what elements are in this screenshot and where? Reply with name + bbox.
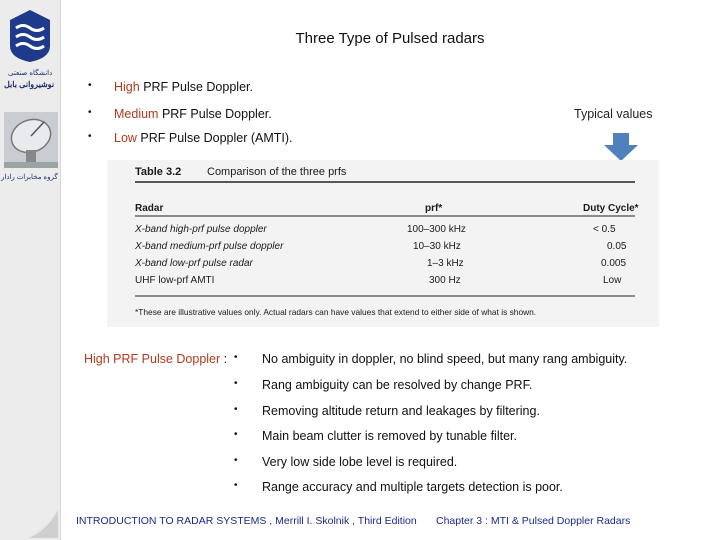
university-name: دانشگاه صنعتی — [8, 70, 53, 77]
table-cell: 300 Hz — [429, 275, 461, 286]
radar-type-highlight: Medium — [114, 107, 159, 121]
bullet-icon: • — [234, 455, 238, 466]
table-cell: 0.005 — [601, 258, 627, 269]
table-header-duty: Duty Cycle* — [583, 203, 639, 214]
department-name: نوشیروانی بابل — [4, 80, 55, 89]
table-cell: X-band low-prf pulse radar — [135, 258, 253, 269]
table-cell: X-band high-prf pulse doppler — [135, 224, 267, 235]
table-caption-number: Table 3.2 — [135, 166, 182, 178]
table-cell: 100–300 kHz — [407, 224, 466, 235]
table-cell: X-band medium-prf pulse doppler — [135, 241, 284, 252]
bullet-icon: • — [234, 352, 238, 363]
table-footnote: *These are illustrative values only. Actual radars can have values that extend to either side of what is shown. — [135, 307, 537, 317]
property-text: Very low side lobe level is required. — [262, 455, 458, 469]
table-cell: 1–3 kHz — [427, 258, 464, 269]
bullet-icon: • — [234, 429, 238, 440]
footer-chapter: Chapter 3 : MTI & Pulsed Doppler Radars — [436, 515, 631, 527]
radar-type-highlight: High — [114, 80, 140, 94]
table-cell: 0.05 — [607, 241, 627, 252]
table-caption-title: Comparison of the three prfs — [207, 166, 347, 178]
property-text: No ambiguity in doppler, no blind speed, but many rang ambiguity. — [262, 352, 628, 366]
sidebar — [0, 0, 61, 540]
university-logo-icon — [6, 8, 54, 64]
bullet-icon: • — [88, 80, 92, 91]
property-text: Main beam clutter is removed by tunable filter. — [262, 429, 517, 443]
typical-values-label: Typical values — [574, 107, 653, 121]
table-cell: 10–30 kHz — [413, 241, 461, 252]
radar-type-highlight: Low — [114, 131, 137, 145]
bullet-icon: • — [234, 480, 238, 491]
radar-dish-icon — [4, 112, 58, 168]
comparison-table-image — [107, 160, 659, 327]
group-name: گروه مخابرات رادار — [1, 174, 58, 181]
table-header-prf: prf* — [425, 203, 443, 214]
slide-title: Three Type of Pulsed radars — [295, 30, 485, 47]
high-prf-label: High PRF Pulse Doppler : — [84, 352, 228, 366]
bullet-icon: • — [234, 378, 238, 389]
property-text: Removing altitude return and leakages by filtering. — [262, 404, 540, 418]
property-text: Rang ambiguity can be resolved by change PRF. — [262, 378, 533, 392]
table-cell: UHF low-prf AMTI — [135, 275, 215, 286]
property-text: Range accuracy and multiple targets detection is poor. — [262, 480, 563, 494]
radar-type-text: PRF Pulse Doppler. — [158, 107, 272, 121]
table-cell: Low — [603, 275, 622, 286]
bullet-icon: • — [234, 404, 238, 415]
table-header-radar: Radar — [135, 203, 164, 214]
radar-type-text: PRF Pulse Doppler (AMTI). — [136, 131, 293, 145]
comparison-table — [107, 160, 659, 327]
bullet-icon: • — [88, 131, 92, 142]
radar-type-text: PRF Pulse Doppler. — [139, 80, 253, 94]
page-curl-icon — [28, 510, 58, 538]
bullet-icon: • — [88, 107, 92, 118]
table-cell: < 0.5 — [593, 224, 616, 235]
down-arrow-icon — [604, 133, 638, 161]
footer-reference: INTRODUCTION TO RADAR SYSTEMS , Merrill I. Skolnik , Third Edition — [76, 515, 417, 527]
